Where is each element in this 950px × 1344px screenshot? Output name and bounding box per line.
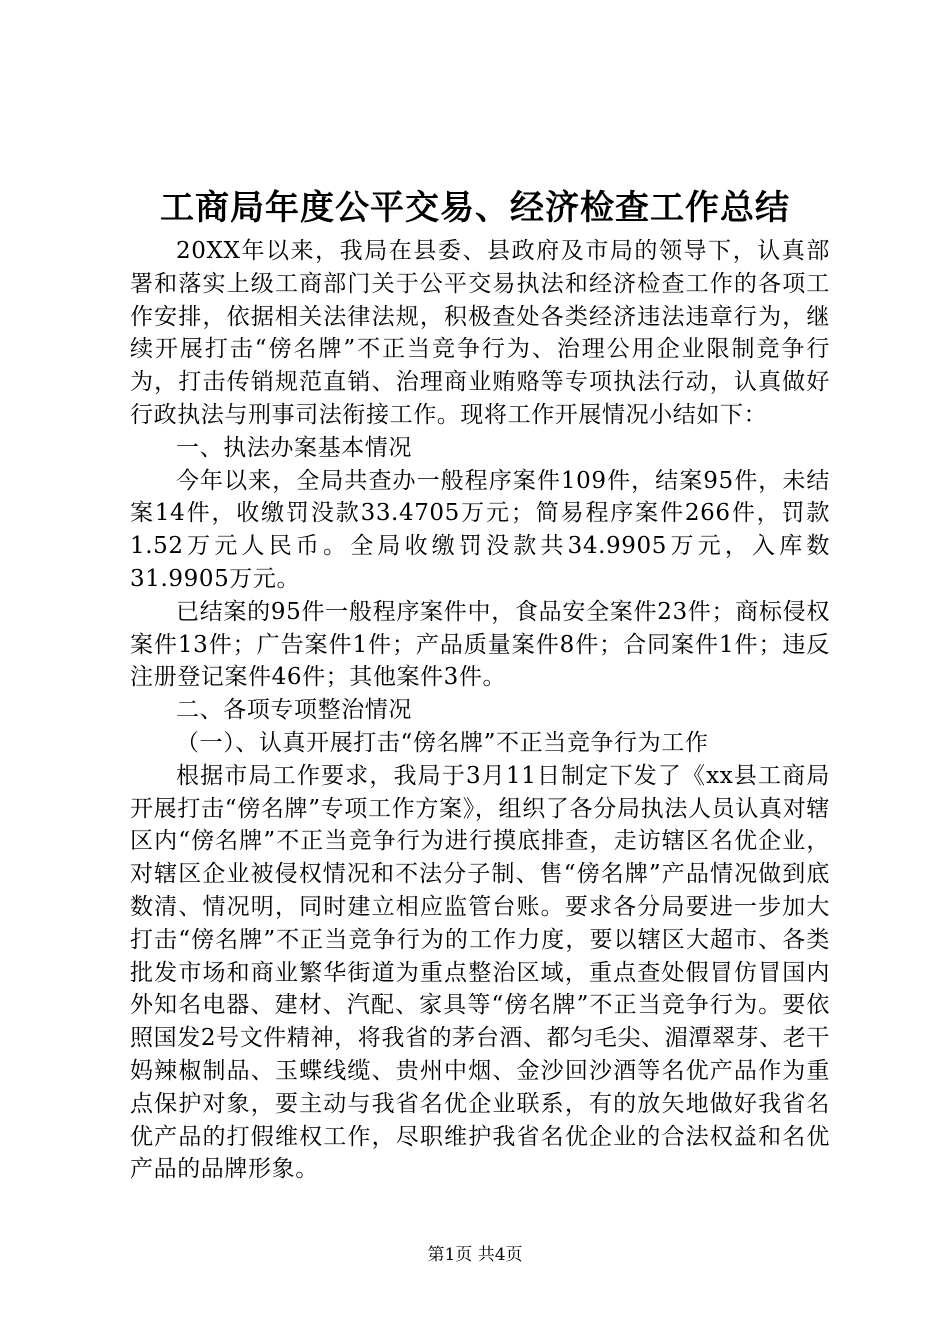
section-heading-1: 一、执法办案基本情况 bbox=[176, 434, 412, 461]
page-indicator: 第1页 共4页 bbox=[427, 1245, 523, 1265]
subsection-heading-1: （一）、认真开展打击“傍名牌”不正当竞争行为工作 bbox=[176, 729, 709, 756]
case-breakdown-paragraph: 已结案的95件一般程序案件中，食品安全案件23件；商标侵权案件13件；广告案件1件；产品质量案件8件；合同案件1件；违反注册登记案件46件；其他案件3件。 bbox=[130, 598, 830, 691]
subsection-body-paragraph: 根据市局工作要求，我局于3月11日制定下发了《xx县工商局开展打击“傍名牌”专项工作方案》，组织了各分局执法人员认真对辖区内“傍名牌”不正当竞争行为进行摸底排查，走访辖区名优企业，对辖区企业被侵权情况和不法分子制、售“傍名牌”产品情况做到底数清、情况明，同时建立相应监管台账。要求各分局要进一步加大打击“傍名牌”不正当竞争行为的工作力度，要以辖区大超市、各类批发市场和商业繁华街道为重点整治区域，重点查处假冒仿冒国内外知名电器、建材、汽配、家具等“傍名牌”不正当竞争行为。要依照国发2号文件精神，将我省的茅台酒、都匀毛尖、湄潭翠芽、老干妈辣椒制品、玉蝶线缆、贵州中烟、金沙回沙酒等名优产品作为重点保护对象，要主动与我省名优企业联系，有的放矢地做好我省名优产品的打假维权工作，尽职维护我省名优企业的合法权益和名优产品的品牌形象。 bbox=[130, 762, 830, 1183]
document-body bbox=[130, 235, 830, 1186]
section-heading-2: 二、各项专项整治情况 bbox=[176, 697, 412, 724]
document-title: 工商局年度公平交易、经济检查工作总结 bbox=[160, 188, 790, 228]
intro-paragraph: 20XX年以来，我局在县委、县政府及市局的领导下，认真部署和落实上级工商部门关于公平交易执法和经济检查工作的各项工作安排，依据相关法律法规，积极查处各类经济违法违章行为，继续开展打击“傍名牌”不正当竞争行为、治理公用企业限制竞争行为，打击传销规范直销、治理商业贿赂等专项执法行动，认真做好行政执法与刑事司法衔接工作。现将工作开展情况小结如下： bbox=[130, 238, 830, 428]
case-stats-paragraph: 今年以来，全局共查办一般程序案件109件，结案95件，未结案14件，收缴罚没款33.4705万元；简易程序案件266件，罚款1.52万元人民币。全局收缴罚没款共34.9905万元，入库数31.9905万元。 bbox=[130, 467, 830, 592]
